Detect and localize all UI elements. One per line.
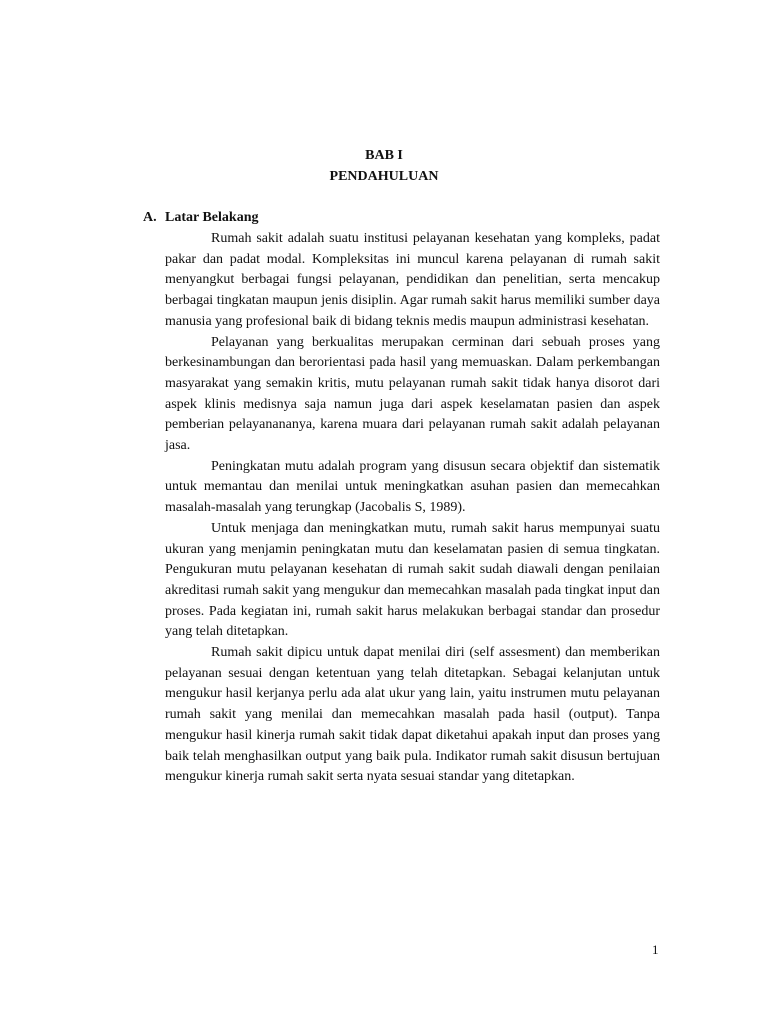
paragraph: Untuk menjaga dan meningkatkan mutu, rumah sakit harus mempunyai suatu ukuran yang menjamin peningkatan mutu dan keselamatan pasien di semua tingkatan. Pengukuran mutu pelayanan kesehatan di rumah sakit sudah diawali dengan penilaian akreditasi rumah sakit yang mengukur dan memecahkan masalah pada tingkat input dan proses. Pada kegiatan ini, rumah sakit harus melakukan berbagai standar dan prosedur yang telah ditetapkan. (165, 520, 660, 640)
page-number: 1 (652, 942, 659, 957)
paragraph: Pelayanan yang berkualitas merupakan cerminan dari sebuah proses yang berkesinambungan dan berorientasi pada hasil yang memuaskan. Dalam perkembangan masyarakat yang semakin kritis, mutu pelayanan rumah sakit tidak hanya disorot dari aspek klinis medisnya saja namun juga dari aspek keselamatan pasien dan aspek pemberian pelayanananya, karena muara dari pelayanan rumah sakit adalah pelayanan jasa. (165, 334, 660, 454)
section-heading (143, 208, 258, 228)
section-title: Latar Belakang (165, 210, 259, 225)
body-text (165, 229, 660, 788)
paragraph: Rumah sakit adalah suatu institusi pelayanan kesehatan yang kompleks, padat pakar dan padat modal. Kompleksitas ini muncul karena pelayanan di rumah sakit menyangkut berbagai fungsi pelayanan, pendidikan dan penelitian, serta mencakup berbagai tingkatan maupun jenis disiplin. Agar rumah sakit harus memiliki sumber daya manusia yang profesional baik di bidang teknis medis maupun administrasi kesehatan. (165, 231, 660, 329)
chapter-title: PENDAHULUAN (329, 169, 439, 184)
section-number: A. (143, 210, 157, 225)
paragraph: Rumah sakit dipicu untuk dapat menilai diri (self assesment) dan memberikan pelayanan sesuai dengan ketentuan yang telah ditetapkan. Sebagai kelanjutan untuk mengukur hasil kerjanya perlu ada alat ukur yang lain, yaitu instrumen mutu pelayanan rumah sakit yang menilai dan memecahkan masalah pada hasil (output). Tanpa mengukur hasil kinerja rumah sakit tidak dapat diketahui apakah input dan proses yang baik telah menghasilkan output yang baik pula. Indikator rumah sakit disusun bertujuan mengukur kinerja rumah sakit serta nyata sesuai standar yang ditetapkan. (165, 645, 660, 785)
chapter-label: BAB I (365, 148, 403, 163)
paragraph: Peningkatan mutu adalah program yang disusun secara objektif dan sistematik untuk memantau dan menilai untuk meningkatkan asuhan pasien dan memecahkan masalah-masalah yang terungkap (Jacobalis S, 1989). (165, 458, 660, 516)
